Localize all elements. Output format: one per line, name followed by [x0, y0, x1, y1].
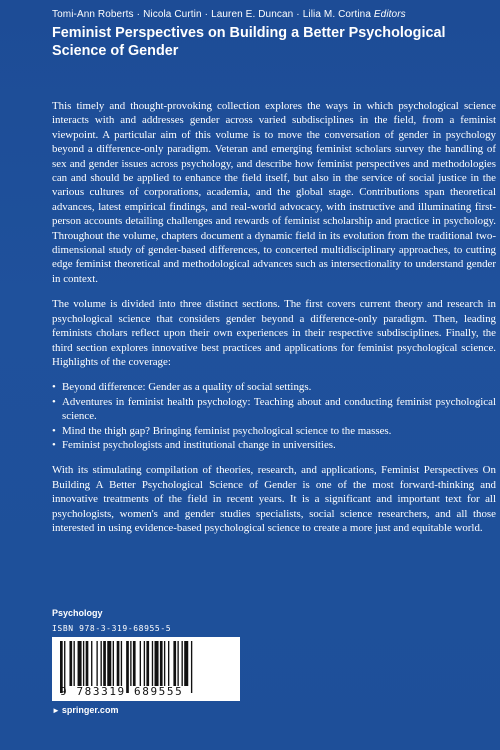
description: [52, 99, 496, 546]
barcode-bar: [117, 641, 120, 686]
description-paragraph: The volume is divided into three distinct sections. The first covers current theory and research in psychological science that considers gender beyond a difference-only paradigm. Then, leading feminists cholars reflect upon their own experiences in their respective subdisciplines. Finally, the third section explores innovative best practices and applications for feminist psychological science. Highlights of the coverage:: [52, 298, 496, 368]
barcode-bar: [130, 641, 131, 686]
barcode-bar: [173, 641, 176, 686]
editor-name: Nicola Curtin: [143, 9, 202, 20]
highlight-item: • Feminist psychologists and institutional change in universities.: [52, 438, 496, 452]
separator: ·: [296, 9, 300, 20]
isbn-text: ISBN 978-3-319-68955-5: [52, 624, 172, 633]
book-title: Feminist Perspectives on Building a Better Psychological Science of Gender: [52, 25, 446, 59]
barcode-bar: [133, 641, 136, 686]
barcode-bar: [155, 641, 159, 686]
editors-role: Editors: [373, 9, 406, 20]
separator: ·: [204, 9, 209, 20]
barcode-bar: [146, 641, 149, 686]
barcode-bar: [74, 641, 75, 686]
highlight-item: • Mind the thigh gap? Bringing feminist psychological science to the masses.: [52, 424, 496, 438]
separator: ·: [136, 9, 141, 20]
barcode-bar: [96, 641, 97, 686]
barcode-bar: [103, 641, 106, 686]
editor-name: Lauren E. Duncan: [211, 9, 294, 20]
barcode-bar: [140, 641, 141, 686]
barcode-bar: [107, 641, 111, 686]
barcode-bar: [69, 641, 72, 686]
editor-list: [52, 9, 492, 20]
barcode-bar: [182, 641, 183, 686]
barcode-bar: [164, 641, 165, 686]
highlights-list: [52, 380, 496, 452]
subject-category: Psychology: [52, 608, 103, 618]
publisher-url: springer.com: [61, 705, 119, 715]
barcode-bar: [184, 641, 188, 686]
barcode-digits: 9 783319 689555: [60, 685, 184, 698]
highlight-item: • Beyond difference: Gender as a quality of social settings.: [52, 380, 496, 394]
editor-name: Tomi-Ann Roberts: [52, 9, 134, 20]
barcode-bar: [91, 641, 92, 686]
description-paragraph: This timely and thought-provoking collection explores the ways in which psychological science interacts with and addresses gender across varied subdisciplines in the field, from a feminist viewpoint. A particular aim of this volume is to move the conversation of gender in psychology beyond a difference-only paradigm. Veteran and emerging feminist scholars survey the handling of sex and gender issues across psychology, and describe how feminist perspectives and methodologies can and should be applied to enhance the field itself, but also in the service of social justice in the various cultures of corporations, academia, and the global stage. Contributions span theoretical advances, latest empirical findings, and real-world advocacy, with instructive and illuminating first-person accounts detailing challenges and rewards of feminist scholarship and practice in psychology. Throughout the volume, chapters document a dynamic field in its evolution from the traditional two-dimensional study of gender-based differences, to concerted multidisciplinary approaches, to cutting edge feminist theoretical and methodological advances such as intersectionality to understand gender in context.: [52, 100, 496, 285]
barcode-bar: [160, 641, 163, 686]
barcode-bar: [177, 641, 178, 686]
barcode-bar: [113, 641, 114, 686]
barcode-bar: [101, 641, 102, 686]
barcode-bar: [168, 641, 169, 686]
barcode-bar: [78, 641, 82, 686]
barcode-bar: [83, 641, 84, 686]
publisher-link[interactable]: [52, 705, 118, 715]
barcode-bar: [86, 641, 89, 686]
barcode-bar: [152, 641, 153, 686]
barcode-bar: [121, 641, 122, 686]
barcode-bar: [144, 641, 145, 686]
arrow-icon: ►: [52, 706, 60, 715]
description-paragraph: With its stimulating compilation of theories, research, and applications, Feminist Perspectives On Building A Better Psychological Science of Gender is one of the most forward-thinking and innovative treatments of the field in recent years. It is a significant and important text for all psychologists, women's and gender studies specialists, social science researchers, and all those interested in using evidence-based psychological science to create a more just and equitable world.: [52, 464, 496, 534]
editor-name: Lilia M. Cortina: [302, 9, 372, 20]
highlight-item: • Adventures in feminist health psychology: Teaching about and conducting feminist psychological science.: [52, 395, 496, 424]
